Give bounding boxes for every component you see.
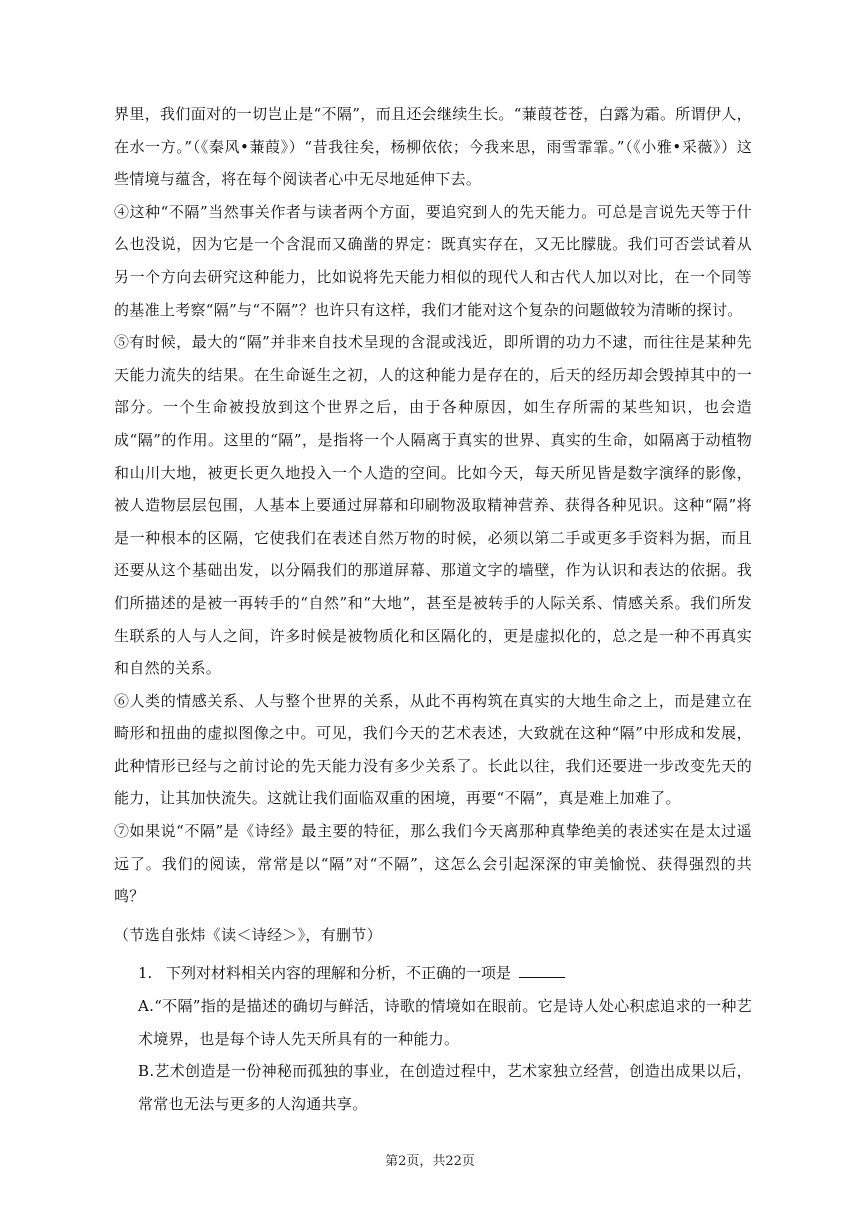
paragraph-7: ⑦如果说“不隔”是《诗经》最主要的特征，那么我们今天离那种真挚绝美的表述实在是太过遥远了。我们的阅读，常常是以“隔”对“不隔”，这怎么会引起深深的审美愉悦、获得强烈的共鸣？ <box>114 822 752 906</box>
source-citation: （节选自张炜《读＜诗经＞》，有删节） <box>114 925 382 944</box>
paragraph-4: ④这种“不隔”当然事关作者与读者两个方面，要追究到人的先天能力。可总是言说先天等于什么也没说，因为它是一个含混而又确凿的界定：既真实存在，又无比朦胧。我们可否尝试着从另一个方向去研究这种能力，比如说将先天能力相似的现代人和古代人加以对比，在一个同等的基准上考察“隔”与“不隔”？也许只有这样，我们才能对这个复杂的问题做较为清晰的探讨。 <box>114 202 752 319</box>
question-1 <box>114 957 752 1120</box>
page-number-footer: 第2页，共22页 <box>385 1154 475 1169</box>
paragraph-6: ⑥人类的情感关系、人与整个世界的关系，从此不再构筑在真实的大地生命之上，而是建立在畸形和扭曲的虚拟图像之中。可见，我们今天的艺术表述，大致就在这种“隔”中形成和发展，此种情形已经与之前讨论的先天能力没有多少关系了。长此以往，我们还要进一步改变先天的能力，让其加快流失。这就让我们面临双重的困境，再要“不隔”，真是难上加难了。 <box>114 691 752 808</box>
paragraph-continued: 界里，我们面对的一切岂止是“不隔”，而且还会继续生长。“蒹葭苍苍，白露为霜。所谓伊人，在水一方。”（《秦风•蒹葭》）“昔我往矣，杨柳依依；今我来思，雨雪霏霏。”（《小雅•采薇》）这些情境与蕴含，将在每个阅读者心中无尽地延伸下去。 <box>114 105 752 189</box>
question-text: 下列对材料相关内容的理解和分析，不正确的一项是 <box>166 964 512 983</box>
option-b: B.艺术创造是一份神秘而孤独的事业，在创造过程中，艺术家独立经营，创造出成果以后，常常也无法与更多的人沟通共享。 <box>138 1062 752 1113</box>
question-stem <box>114 957 752 990</box>
question-number: 1. <box>138 964 153 983</box>
option-a: A.“不隔”指的是描述的确切与鲜活，诗歌的情境如在眼前。它是诗人处心积虑追求的一种艺术境界，也是每个诗人先天所具有的一种能力。 <box>138 997 752 1048</box>
article-body <box>114 98 752 951</box>
paragraph-5: ⑤有时候，最大的“隔”并非来自技术呈现的含混或浅近，即所谓的功力不逮，而往往是某种先天能力流失的结果。在生命诞生之初，人的这种能力是存在的，后天的经历却会毁掉其中的一部分。一个生命被投放到这个世界之后，由于各种原因，如生存所需的某些知识，也会造成“隔”的作用。这里的“隔”，是指将一个人隔离于真实的世界、真实的生命，如隔离于动植物和山川大地，被更长更久地投入一个人造的空间。比如今天，每天所见皆是数字演绎的影像，被人造物层层包围，人基本上要通过屏幕和印刷物汲取精神营养、获得各种见识。这种“隔”将是一种根本的区隔，它使我们在表述自然万物的时候，必须以第二手或更多手资料为据，而且还要从这个基础出发，以分隔我们的那道屏幕、那道文字的墙壁，作为认识和表达的依据。我们所描述的是被一再转手的“自然”和“大地”，甚至是被转手的人际关系、情感关系。我们所发生联系的人与人之间，许多时候是被物质化和区隔化的，更是虚拟化的，总之是一种不再真实和自然的关系。 <box>114 333 752 678</box>
answer-blank <box>519 976 565 978</box>
